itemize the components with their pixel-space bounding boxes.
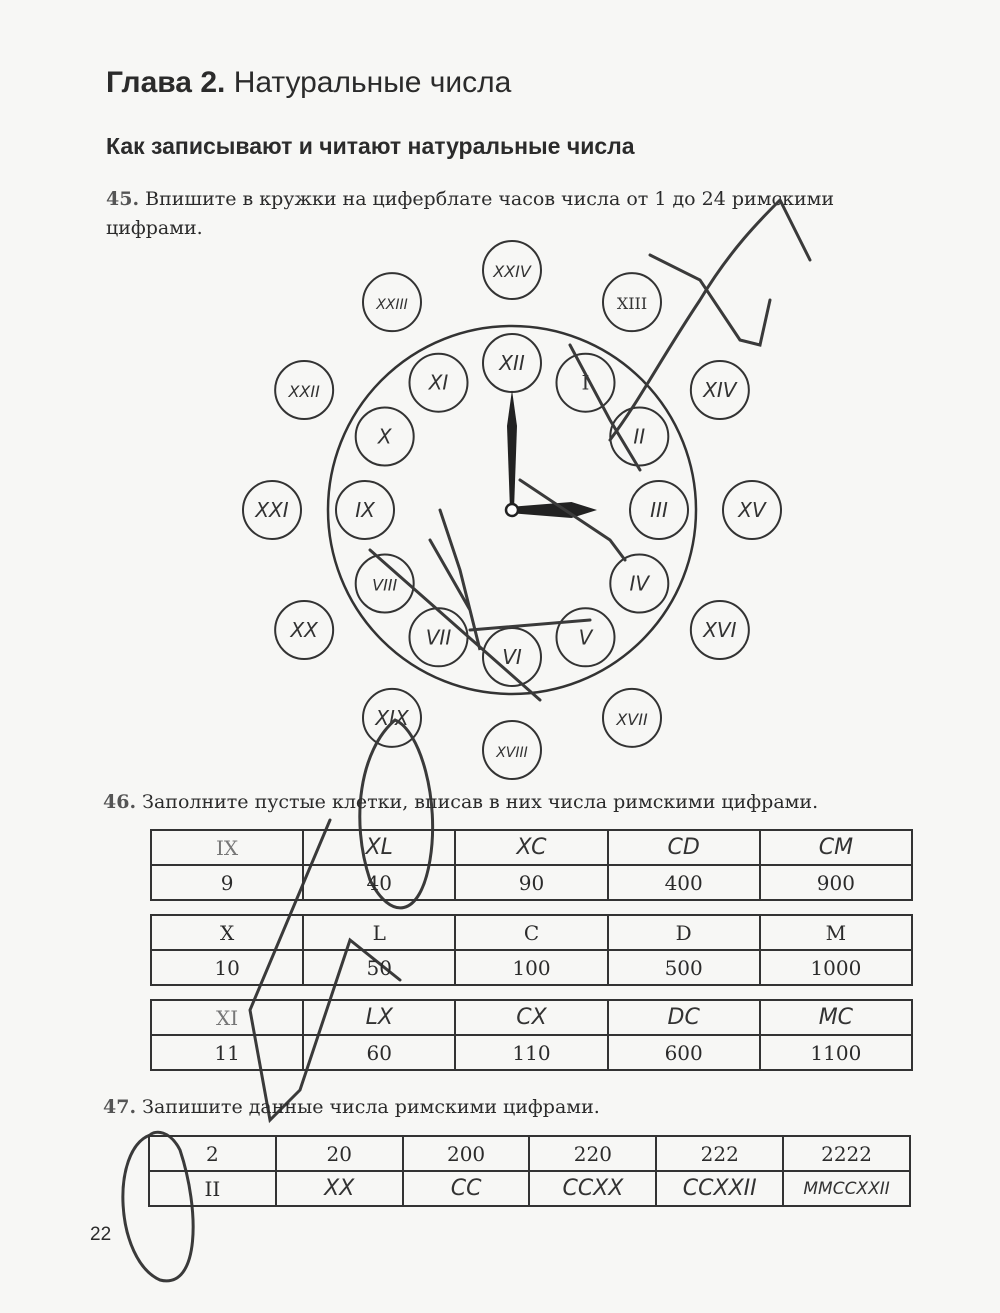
table-cell: 60	[303, 1035, 455, 1070]
table-row-roman	[151, 830, 912, 865]
outer-number-18	[483, 721, 541, 779]
table-row-arabic	[151, 1035, 912, 1070]
table-cell-handwritten: XL	[303, 830, 455, 865]
table-cell-handwritten: XC	[455, 830, 607, 865]
outer-number-16	[691, 601, 749, 659]
table-cell-handwritten: CC	[403, 1171, 530, 1206]
roman-table-2	[150, 914, 913, 986]
outer-number-23	[363, 273, 421, 331]
minute-hand	[507, 390, 517, 510]
roman-table-3	[150, 999, 913, 1071]
task-46-text: Заполните пустые клетки, вписав в них числа римскими цифрами.	[142, 791, 819, 813]
table-cell: 40	[303, 865, 455, 900]
inner-number-11	[410, 354, 468, 412]
roman-numeral-1: I	[581, 370, 590, 395]
table-cell: 500	[608, 950, 760, 985]
table-cell: L	[303, 915, 455, 950]
table-row-roman	[151, 915, 912, 950]
roman-numeral-4: IV	[629, 571, 650, 596]
page-number: 22	[90, 1224, 112, 1245]
outer-number-21	[243, 481, 301, 539]
outer-number-15	[723, 481, 781, 539]
outer-number-20	[275, 601, 333, 659]
roman-numeral-6: VI	[502, 645, 522, 669]
table-cell: 200	[403, 1136, 530, 1171]
inner-number-1	[557, 354, 615, 412]
roman-table-1	[150, 829, 913, 901]
task-46	[103, 788, 923, 817]
inner-number-7	[410, 608, 468, 666]
table-cell: M	[760, 915, 912, 950]
table-cell-handwritten: CD	[608, 830, 760, 865]
roman-numeral-12: XII	[499, 351, 525, 375]
roman-numeral-5: V	[578, 625, 593, 650]
table-cell-handwritten: CCXXII	[656, 1171, 783, 1206]
table-cell: 20	[276, 1136, 403, 1171]
roman-numeral-14: XIV	[703, 378, 737, 402]
table-cell: 900	[760, 865, 912, 900]
table-cell: 100	[455, 950, 607, 985]
table-cell-handwritten: MMCCXXII	[783, 1171, 910, 1206]
roman-numeral-7: VII	[425, 625, 452, 650]
task-47	[103, 1093, 923, 1122]
scribble-lower-right	[520, 480, 625, 560]
table-cell-handwritten: CX	[455, 1000, 607, 1035]
table-cell: 220	[529, 1136, 656, 1171]
roman-numeral-11: XI	[428, 370, 449, 395]
section-title: Как записывают и читают натуральные числа	[106, 133, 635, 159]
roman-table-4	[148, 1135, 911, 1207]
table-cell: 110	[455, 1035, 607, 1070]
task-46-number: 46.	[103, 791, 137, 813]
roman-numeral-19: XIX	[375, 705, 409, 730]
table-row-roman	[151, 1000, 912, 1035]
roman-numeral-16: XVI	[703, 618, 737, 642]
table-cell: 9	[151, 865, 303, 900]
roman-numeral-8: VIII	[372, 575, 398, 595]
task-47-number: 47.	[103, 1096, 137, 1118]
table-cell: IX	[151, 830, 303, 865]
table-cell: 1000	[760, 950, 912, 985]
table-cell: 2222	[783, 1136, 910, 1171]
table-cell-handwritten: MC	[760, 1000, 912, 1035]
table-cell: 90	[455, 865, 607, 900]
table-cell: 50	[303, 950, 455, 985]
outer-number-17	[603, 689, 661, 747]
table-cell: 400	[608, 865, 760, 900]
table-cell-handwritten: DC	[608, 1000, 760, 1035]
roman-numeral-22: XXII	[288, 382, 320, 401]
roman-numeral-18: XVIII	[496, 745, 528, 761]
roman-numeral-17: XVII	[616, 709, 648, 729]
table-cell: 11	[151, 1035, 303, 1070]
roman-numeral-23: XXIII	[376, 297, 408, 314]
clock-hands	[506, 390, 597, 518]
roman-numeral-15: XV	[738, 498, 766, 522]
table-cell-handwritten: CCXX	[529, 1171, 656, 1206]
table-cell-handwritten: XX	[276, 1171, 403, 1206]
table-row-arabic	[151, 865, 912, 900]
table-row-arabic	[151, 950, 912, 985]
table-cell: C	[455, 915, 607, 950]
scribble-top-right	[610, 200, 810, 440]
roman-numeral-2: II	[633, 424, 646, 449]
table-cell: 222	[656, 1136, 783, 1171]
table-cell: 2	[149, 1136, 276, 1171]
outer-number-22	[275, 361, 333, 419]
inner-number-9	[336, 481, 394, 539]
table-cell: 10	[151, 950, 303, 985]
inner-number-5	[557, 608, 615, 666]
table-cell: 1100	[760, 1035, 912, 1070]
task-45-text: Впишите в кружки на циферблате часов числа от 1 до 24 римскими цифрами.	[106, 188, 835, 239]
roman-numeral-24: XXIV	[493, 262, 531, 281]
scribble-lower-cross	[370, 550, 590, 700]
table-cell: X	[151, 915, 303, 950]
table-cell: D	[608, 915, 760, 950]
task-47-text: Запишите данные числа римскими цифрами.	[142, 1096, 600, 1118]
clock-pivot	[506, 504, 518, 516]
roman-numeral-3: III	[650, 498, 668, 522]
table-cell: II	[149, 1171, 276, 1206]
outer-number-24	[483, 241, 541, 299]
table-cell: XI	[151, 1000, 303, 1035]
outer-number-14	[691, 361, 749, 419]
table-cell: 600	[608, 1035, 760, 1070]
table-row-arabic	[149, 1136, 910, 1171]
roman-numeral-10: X	[377, 424, 392, 449]
scribble-center-check	[570, 345, 640, 470]
inner-number-10	[356, 408, 414, 466]
table-cell-handwritten: LX	[303, 1000, 455, 1035]
roman-numeral-9: IX	[355, 498, 375, 522]
inner-number-4	[610, 555, 668, 613]
table-cell-handwritten: CM	[760, 830, 912, 865]
table-row-roman	[149, 1171, 910, 1206]
roman-numeral-21: XXI	[255, 498, 289, 522]
outer-number-13	[603, 273, 661, 331]
chapter-label: Глава 2.	[106, 66, 226, 99]
chapter-title: Натуральные числа	[233, 66, 512, 99]
roman-numeral-13: XIII	[616, 294, 648, 314]
task-45-number: 45.	[106, 188, 140, 210]
inner-number-12	[483, 334, 541, 392]
roman-numeral-20: XX	[290, 618, 318, 642]
inner-number-3	[630, 481, 688, 539]
